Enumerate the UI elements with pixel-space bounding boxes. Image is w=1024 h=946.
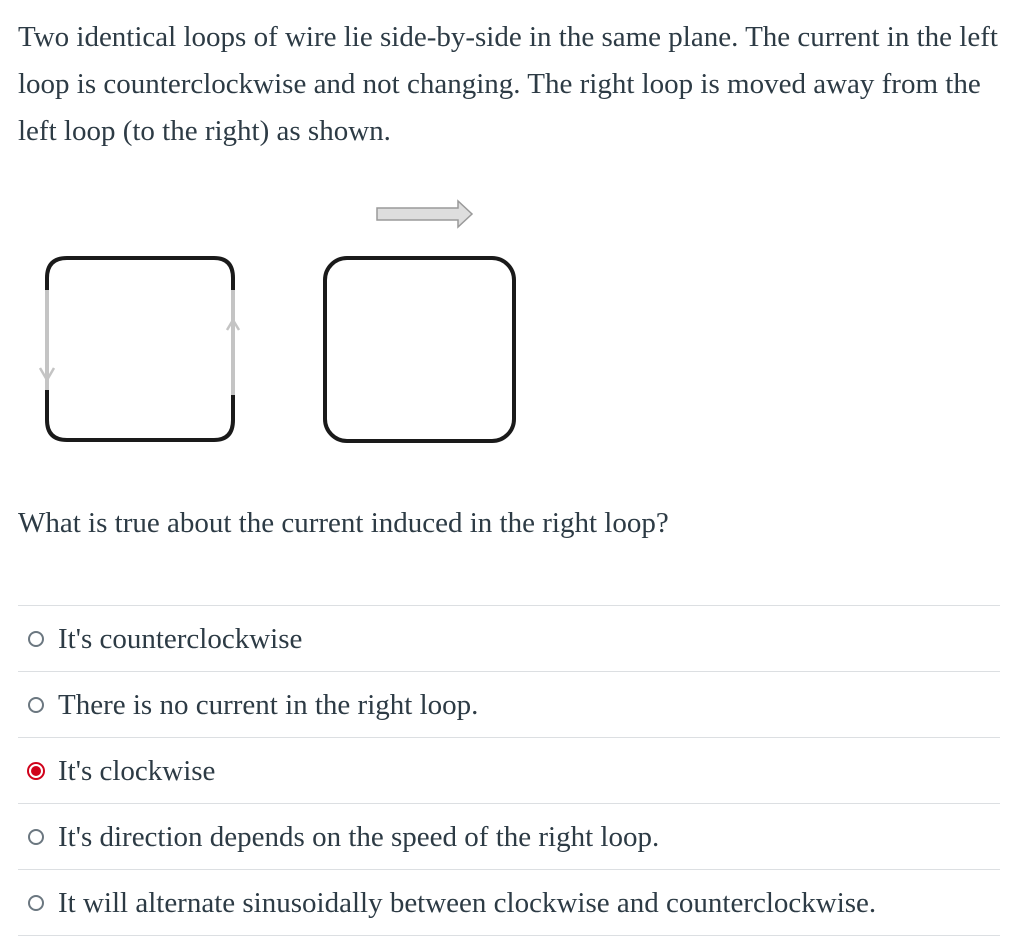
radio-button[interactable]	[28, 631, 44, 647]
answer-option-label: It's counterclockwise	[58, 622, 303, 655]
motion-arrow-icon	[377, 201, 472, 227]
radio-button[interactable]	[28, 697, 44, 713]
right-wire-loop	[325, 258, 514, 441]
left-wire-loop	[40, 258, 239, 440]
loops-diagram	[30, 190, 530, 455]
answer-option[interactable]	[18, 672, 1000, 738]
answer-option-label: It will alternate sinusoidally between clockwise and counterclockwise.	[58, 886, 877, 919]
answer-options	[18, 605, 1000, 936]
answer-option[interactable]	[18, 804, 1000, 870]
radio-button-selected[interactable]	[27, 762, 45, 780]
answer-option-label: It's clockwise	[58, 754, 216, 787]
answer-option[interactable]	[18, 606, 1000, 672]
question-prompt: What is true about the current induced in the right loop?	[18, 507, 669, 539]
answer-option-selected[interactable]	[18, 738, 1000, 804]
question-text: Two identical loops of wire lie side-by-side in the same plane. The current in the left loop is counterclockwise and not changing. The right loop is moved away from the left loop (to the right) as shown.	[18, 21, 998, 147]
radio-button[interactable]	[28, 895, 44, 911]
answer-option[interactable]	[18, 870, 1000, 936]
loops-figure	[30, 190, 530, 455]
radio-button[interactable]	[28, 829, 44, 845]
answer-option-label: There is no current in the right loop.	[58, 688, 479, 721]
answer-option-label: It's direction depends on the speed of the right loop.	[58, 820, 660, 853]
